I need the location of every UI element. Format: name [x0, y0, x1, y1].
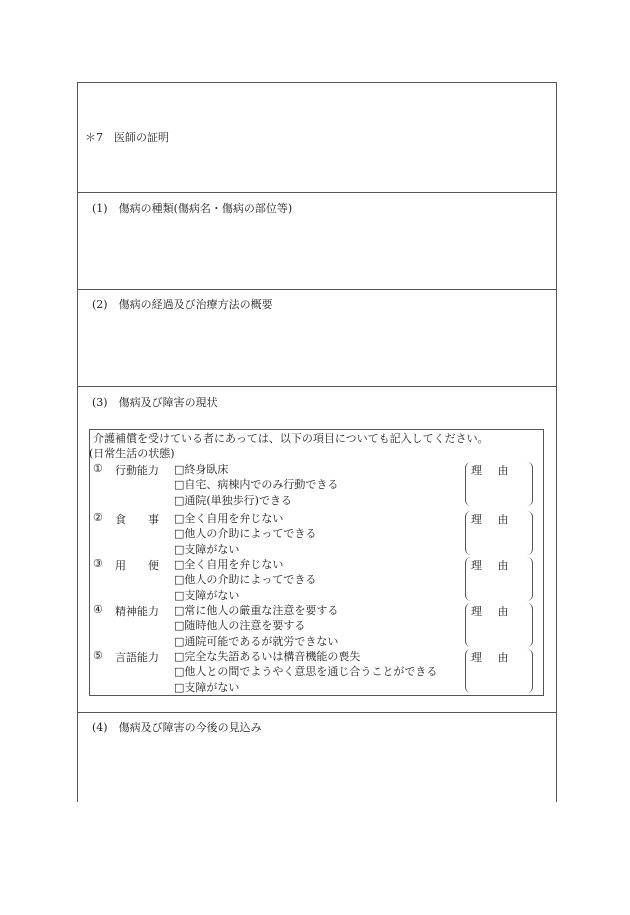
checkbox-option[interactable]: □完全な失語あるいは構音機能の喪失 [174, 650, 361, 663]
checkbox-option[interactable]: □他人との間でようやく意思を通じ合うことができる [174, 665, 438, 679]
row-label: 行動能力 [115, 464, 159, 477]
section-current-state: (3) 傷病及び障害の現状 [92, 396, 218, 409]
row-number: ④ [93, 603, 103, 616]
section-divider-2 [77, 289, 557, 290]
checkbox-option[interactable]: □他人の介助によってできる [174, 573, 317, 587]
section-divider-4 [77, 712, 557, 713]
form-right-border [556, 82, 557, 802]
checkbox-option[interactable]: □支障がない [174, 542, 240, 556]
doctor-cert-title: ＊7 医師の証明 [85, 131, 169, 144]
row-number: ⑤ [93, 649, 103, 662]
row-options [174, 462, 338, 508]
section-prognosis: (4) 傷病及び障害の今後の見込み [92, 721, 262, 734]
care-note: 介護補償を受けている者にあっては、以下の項目についても記入してください。 [93, 432, 489, 445]
row-options [174, 649, 437, 695]
care-subtitle: (日常生活の状態) [89, 447, 175, 460]
section-injury-type: (1) 傷病の種類(傷病名・傷病の部位等) [92, 202, 293, 215]
row-label: 用 便 [115, 559, 159, 572]
row-label: 言語能力 [115, 651, 159, 664]
checkbox-option[interactable]: □常に他人の厳重な注意を要する [174, 604, 339, 617]
row-options [174, 557, 316, 603]
checkbox-option[interactable]: □通院(単独歩行)できる [174, 493, 292, 507]
checkbox-option[interactable]: □終身臥床 [174, 463, 229, 476]
row-options [174, 603, 338, 649]
reason-label: 理 由 [471, 605, 515, 618]
checkbox-option[interactable]: □支障がない [174, 680, 240, 694]
section-divider-1 [77, 192, 557, 193]
row-label: 精神能力 [115, 605, 159, 618]
row-number: ② [93, 511, 103, 524]
daily-life-row-mental [89, 603, 544, 649]
form-top-border [77, 82, 557, 83]
checkbox-option[interactable]: □全く自用を弁じない [174, 512, 284, 525]
reason-label: 理 由 [471, 513, 515, 526]
checkbox-option[interactable]: □随時他人の注意を要する [174, 619, 306, 633]
reason-label: 理 由 [471, 651, 515, 664]
checkbox-option[interactable]: □支障がない [174, 588, 240, 602]
checkbox-option[interactable]: □他人の介助によってできる [174, 527, 317, 541]
section-divider-3 [77, 386, 557, 387]
checkbox-option[interactable]: □全く自用を弁じない [174, 558, 284, 571]
section-treatment-course: (2) 傷病の経過及び治療方法の概要 [92, 298, 273, 311]
daily-life-row-eating [89, 511, 544, 557]
reason-label: 理 由 [471, 464, 515, 477]
daily-life-row-mobility [89, 462, 544, 508]
reason-label: 理 由 [471, 559, 515, 572]
daily-life-row-toileting [89, 557, 544, 603]
row-number: ③ [93, 557, 103, 570]
row-number: ① [93, 462, 103, 475]
row-label: 食 事 [115, 513, 159, 526]
checkbox-option[interactable]: □通院可能であるが就労できない [174, 634, 339, 648]
form-left-border [77, 82, 78, 802]
daily-life-row-speech [89, 649, 544, 695]
row-options [174, 511, 316, 557]
checkbox-option[interactable]: □自宅、病棟内でのみ行動できる [174, 478, 339, 492]
